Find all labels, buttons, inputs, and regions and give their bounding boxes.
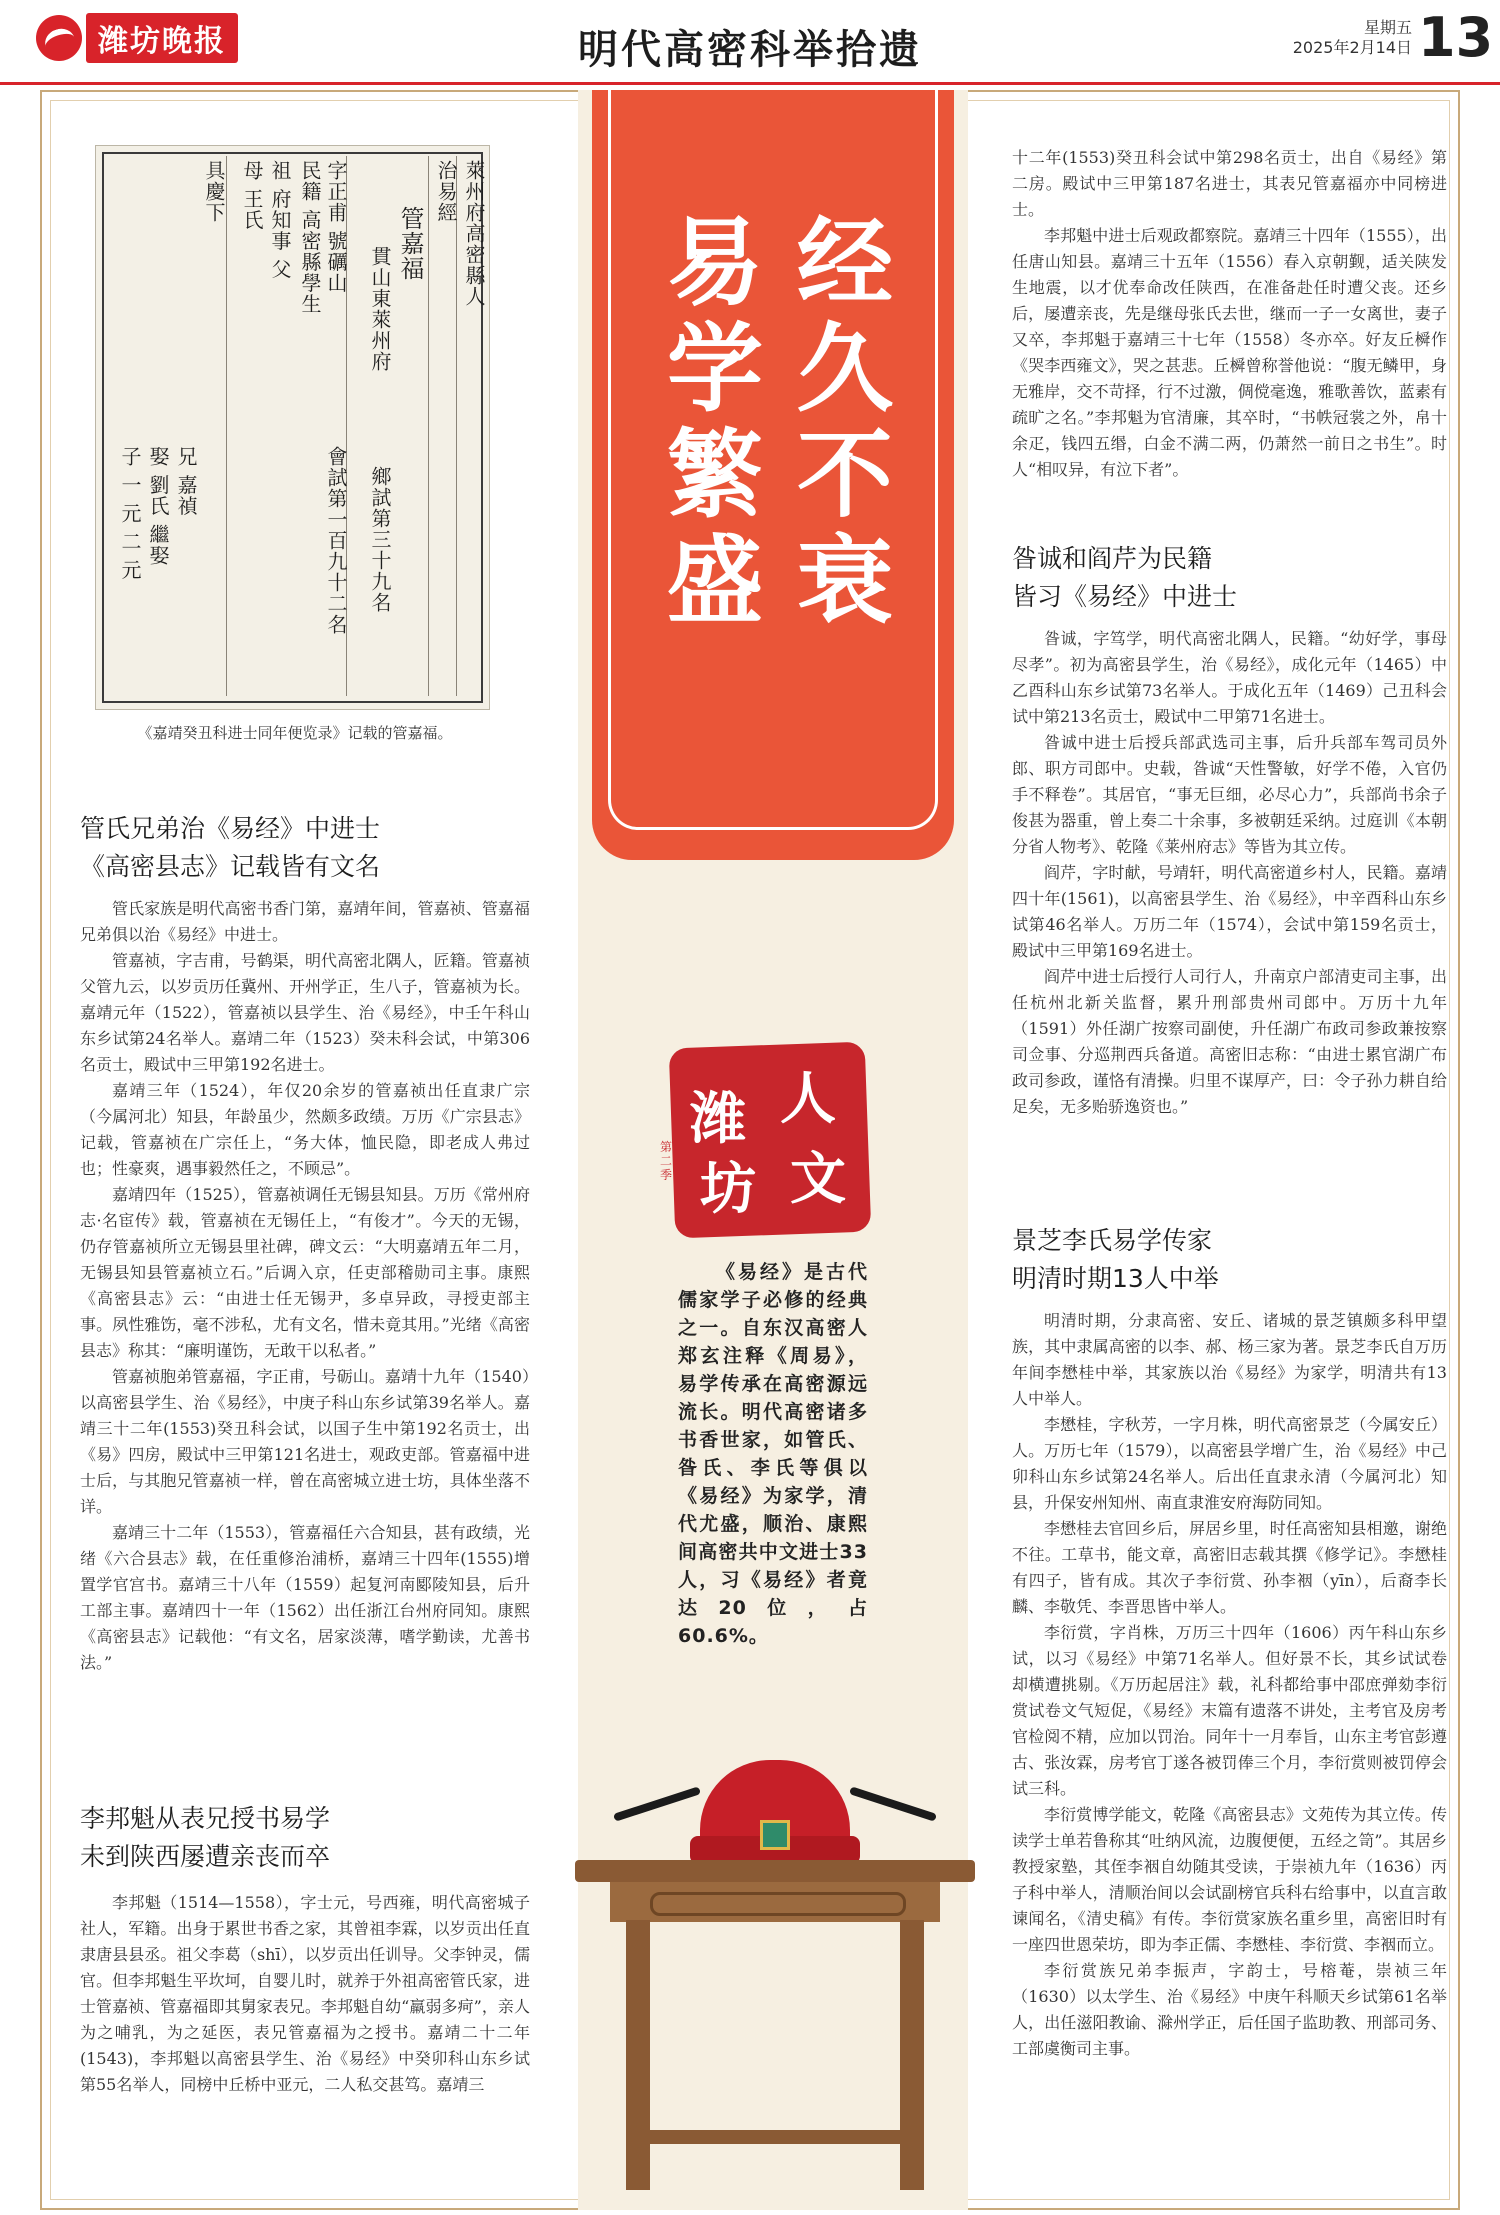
scan-text: 子 一 元 二 元	[118, 446, 142, 581]
heading-line: 皆习《易经》中进士	[1012, 582, 1238, 611]
issue-date: 2025年2月14日	[1292, 38, 1412, 57]
historical-document-scan[interactable]	[95, 145, 490, 710]
article-body-li-bangkui-cont	[1012, 145, 1447, 483]
hat-jewel-icon	[760, 1820, 790, 1850]
paragraph: 阎芹，字时献，号靖轩，明代高密道乡村人，民籍。嘉靖四十年(1561)，以高密县学生、治《易经》，中辛酉科山东乡试第46名举人。万历二年（1574），会试中第159名贡士，殿试中三甲第169名进士。	[1012, 863, 1447, 960]
scan-text: 管嘉福	[396, 206, 424, 281]
heading-line: 昝诚和阎芹为民籍	[1012, 544, 1213, 573]
seal-season-label: 第二季	[660, 1140, 673, 1182]
scan-rule	[226, 156, 227, 696]
heading-line: 景芝李氏易学传家	[1012, 1226, 1213, 1255]
paragraph: 李衍赏，字肖株，万历三十四年（1606）丙午科山东乡试，以习《易经》中第71名举人。但好景不长，其乡试试卷却横遭挑剔。《万历起居注》载，礼科都给事中邵庶弹劾李衍赏试卷文气短促，《易经》末篇有遗落不讲处，主考官及房考官检阅不精，应加以罚治。同年十一月奉旨，山东主考官彭遵古、张汝霖，房考官丁遂各被罚俸三个月，李衍赏则被罚停会试三科。	[1012, 1623, 1447, 1798]
article-body-jingzhi-li	[1012, 1308, 1447, 2062]
heading-line: 未到陕西屡遭亲丧而卒	[80, 1842, 331, 1871]
headline-char: 学	[667, 312, 763, 425]
paragraph: 管氏家族是明代高密书香门第，嘉靖年间，管嘉祯、管嘉福兄弟俱以治《易经》中进士。	[80, 899, 530, 944]
page-number: 13	[1418, 6, 1494, 69]
scan-text: 治易經	[434, 160, 458, 223]
paragraph: 李衍赏博学能文，乾隆《高密县志》文苑传为其立传。传读学士单若鲁称其“吐纳风流，边腹便便，五经之笥”。其居乡教授家塾，其侄李裀自幼随其受读，于崇祯九年（1636）丙子科中举人，清顺治间以会试副榜官兵科右给事中，以直言敢谏闻名，《清史稿》有传。李衍赏家族名重乡里，高密旧时有一座四世恩荣坊，即为李正儒、李懋桂、李衍赏、李裀而立。	[1012, 1805, 1447, 1954]
headline-char: 经	[797, 206, 893, 319]
scan-text: 鄉試第三十九名	[368, 466, 392, 613]
scan-text: 字正甫 號礪山	[324, 160, 348, 294]
scan-text: 民籍 高密縣學生	[298, 160, 322, 315]
seal-char: 文	[790, 1146, 846, 1212]
table-leg	[626, 1920, 650, 2190]
table-leg	[900, 1920, 924, 2190]
headline-column-1	[790, 206, 900, 637]
scan-text: 娶 劉氏 繼娶	[146, 446, 170, 566]
logo-text: 潍坊晚报	[86, 13, 238, 63]
masthead	[0, 0, 1500, 82]
page-title: 明代高密科举拾遗	[578, 26, 922, 73]
scan-text: 萊州府高密縣人	[462, 160, 486, 307]
paragraph: 李懋桂去官回乡后，屏居乡里，时任高密知县相邀，谢绝不往。工草书，能文章，高密旧志载其撰《修学记》。李懋桂有四子，皆有成。其次子李衍赏、孙李裀（yīn），后裔李长麟、李敬凭、李晋思皆中举人。	[1012, 1519, 1447, 1616]
table-stretcher	[640, 2130, 910, 2144]
headline-char: 易	[667, 206, 763, 319]
headline-column-2	[660, 206, 770, 637]
paragraph: 嘉靖四年（1525），管嘉祯调任无锡县知县。万历《常州府志·名宦传》载，管嘉祯在无锡任上，“有俊才”。今天的无锡，仍存管嘉祯所立无锡县里社碑，碑文云：“大明嘉靖五年二月，无锡县知县管嘉祯立石。”后调入京，任吏部稽勋司主事。康熙《高密县志》云：“由进士任无锡尹，多卓异政，寻授吏部主事。夙性雅饬，毫不涉私，尤有文名，惜未竟其用。”光绪《高密县志》称其：“廉明谨饬，无敢干以私者。”	[80, 1185, 530, 1360]
paragraph: 李衍赏族兄弟李振声，字韵士，号榕菴，崇祯三年（1630）以太学生、治《易经》中庚午科顺天乡试第61名举人，出任滋阳教谕、滁州学正，后任国子监助教、刑部司务、工部虞衡司主事。	[1012, 1961, 1447, 2058]
paragraph: 昝诚中进士后授兵部武选司主事，后升兵部车驾司员外郎、职方司郎中。史载，昝诚“天性警敏，好学不倦，入官仍手不释卷”。其居官，“事无巨细，必尽心力”，兵部尚书余子俊甚为器重，曾上奏二十余事，多被朝廷采纳。过庭训《本朝分省人物考》、乾隆《莱州府志》等皆为其立传。	[1012, 733, 1447, 856]
article-body-guan	[80, 896, 530, 1676]
paragraph: 管嘉祯胞弟管嘉福，字正甫，号砺山。嘉靖十九年（1540）以高密县学生、治《易经》，中庚子科山东乡试第39名举人。嘉靖三十二年(1553)癸丑科会试，以国子生中第192名贡士，出《易》四房，殿试中三甲第121名进士，观政吏部。管嘉福中进士后，与其胞兄管嘉祯一样，曾在高密城立进士坊，具体坐落不详。	[80, 1367, 530, 1516]
scan-text: 貫山東萊州府	[368, 246, 392, 372]
paragraph: 十二年(1553)癸丑科会试中第298名贡士，出自《易经》第二房。殿试中三甲第187名进士，其表兄管嘉福亦中同榜进士。	[1012, 148, 1447, 219]
seal-char: 坊	[700, 1156, 756, 1222]
headline-char: 盛	[667, 524, 763, 637]
paragraph: 嘉靖三十二年（1553），管嘉福任六合知县，甚有政绩，光绪《六合县志》载，在任重修治浦桥，嘉靖三十四年(1555)增置学官宫书。嘉靖三十八年（1559）起复河南郾陵知县，后升工部主事。嘉靖四十一年（1562）出任浙江台州府同知。康熙《高密县志》记载他：“有文名，居家淡薄，嗜学勤读，尤善书法。”	[80, 1523, 530, 1672]
headline-char: 衰	[797, 524, 893, 637]
section-heading-li-bangkui	[80, 1800, 530, 1876]
table-apron	[610, 1882, 940, 1922]
lead-summary: 《易经》是古代儒家学子必修的经典之一。自东汉高密人郑玄注释《周易》，易学传承在高密源远流长。明代高密诸多书香世家，如管氏、昝氏、李氏等俱以《易经》为家学，清代尤盛，顺治、康熙间高密共中文进士33人，习《易经》者竟达20位，占60.6%。	[678, 1261, 868, 1647]
issue-meta	[1292, 18, 1412, 58]
heading-line: 李邦魁从表兄授书易学	[80, 1804, 331, 1833]
paragraph: 李懋桂，字秋芳，一字月株，明代高密景芝（今属安丘）人。万历七年（1579），以高密县学增广生，治《易经》中己卯科山东乡试第24名举人。后出任直隶永清（今属河北）知县，升保安州知州、南直隶淮安府海防同知。	[1012, 1415, 1447, 1512]
paragraph: 李邦魁（1514—1558），字士元，号西雍，明代高密城子社人，军籍。出身于累世书香之家，其曾祖李霖，以岁贡出任直隶唐县县丞。祖父李葛（shī），以岁贡出任训导。父李钟灵，儒官。但李邦魁生平坎坷，自婴儿时，就养于外祖高密管氏家，进士管嘉祯、管嘉福即其舅家表兄。李邦魁自幼“羸弱多疴”，亲人为之哺乳，为之延医，表兄管嘉福为之授书。嘉靖二十二年(1543)，李邦魁以高密县学生、治《易经》中癸卯科山东乡试第55名举人，同榜中丘桥中亚元，二人私交甚笃。嘉靖三	[80, 1893, 530, 2094]
heading-line: 明清时期13人中举	[1012, 1264, 1219, 1293]
headline-char: 繁	[667, 418, 763, 531]
paragraph: 明清时期，分隶高密、安丘、诸城的景芝镇颇多科甲望族，其中隶属高密的以李、郝、杨三家为著。景芝李氏自万历年间李懋桂中举，其家族以治《易经》为家学，明清共有13人中举人。	[1012, 1311, 1447, 1408]
weekday: 星期五	[1363, 18, 1412, 37]
paragraph: 嘉靖三年（1524），年仅20余岁的管嘉祯出任直隶广宗（今属河北）知县，年龄虽少，然颇多政绩。万历《广宗县志》记载，管嘉祯在广宗任上，“务大体，恤民隐，即老成人弗过也；性豪爽，遇事毅然任之，不顾忌”。	[80, 1081, 530, 1178]
article-body-zan-yan	[1012, 626, 1447, 1120]
paragraph: 昝诚，字笃学，明代高密北隅人，民籍。“幼好学，事母尽孝”。初为高密县学生，治《易经》，成化元年（1465）中乙酉科山东乡试第73名举人。于成化五年（1469）己丑科会试中第213名贡士，殿试中二甲第71名进士。	[1012, 629, 1447, 726]
masthead-rule	[0, 82, 1500, 85]
section-heading-guan	[80, 810, 530, 886]
headline-char: 久	[797, 312, 893, 425]
scan-text: 母 王氏	[240, 160, 264, 231]
scan-text: 兄 嘉禎	[174, 446, 198, 517]
table-top	[575, 1860, 975, 1882]
paragraph: 管嘉祯，字吉甫，号鹤渠，明代高密北隅人，匠籍。管嘉祯父管九云，以岁贡历任冀州、开州学正，生八子，管嘉祯为长。嘉靖元年（1522），管嘉祯以县学生、治《易经》，中壬午科山东乡试第24名举人。嘉靖二年（1523）癸未科会试，中第306名贡士，殿试中三甲第192名进士。	[80, 951, 530, 1074]
scan-rule	[428, 156, 429, 696]
paragraph: 李邦魁中进士后观政都察院。嘉靖三十四年（1555），出任唐山知县。嘉靖三十五年（1556）春入京朝觐，适关陕发生地震，以才优奉命改任陕西，在准备赴任时遭父丧。还乡后，屡遭亲丧，先是继母张氏去世，继而一子一女离世，妻子又卒，李邦魁于嘉靖三十七年（1558）冬亦卒。好友丘橓作《哭李西雍文》，哭之甚悲。丘橓曾称誉他说：“腹无鳞甲，身无雅岸，交不苛择，行不过激，倜傥毫逸，雅歌善饮，蓝素有疏旷之名。”李邦魁为官清廉，其卒时，“书帙冠裳之外，帛十余疋，钱四五缗，白金不满二两，仍萧然一前日之书生”。时人“相叹异，有泣下者”。	[1012, 226, 1447, 479]
seal-char: 潍	[690, 1086, 746, 1152]
section-heading-jingzhi-li	[1012, 1222, 1447, 1298]
scan-text: 會試第一百九十二名	[324, 446, 348, 635]
heading-line: 管氏兄弟治《易经》中进士	[80, 814, 381, 843]
paragraph: 阎芹中进士后授行人司行人，升南京户部清吏司主事，出任杭州北新关监督，累升刑部贵州司郎中。万历十九年（1591）外任湖广按察司副使，升任湖广布政司参政兼按察司佥事、分巡荆西兵备道。高密旧志称：“由进士累官湖广布政司参政，谨恪有清操。归里不谋厚产，曰：令子孙力耕自给足矣，无多贻骄逸资也。”	[1012, 967, 1447, 1116]
article-body-li-bangkui	[80, 1890, 530, 2098]
scan-text: 具慶下	[202, 160, 226, 223]
scan-text: 祖 府知事 父	[268, 160, 292, 280]
heading-line: 《高密县志》记载皆有文名	[80, 852, 381, 881]
headline-char: 不	[797, 418, 893, 531]
seal-char: 人	[780, 1066, 836, 1132]
section-heading-zan-yan	[1012, 540, 1447, 616]
image-caption: 《嘉靖癸丑科进士同年便览录》记载的管嘉福。	[137, 724, 453, 742]
